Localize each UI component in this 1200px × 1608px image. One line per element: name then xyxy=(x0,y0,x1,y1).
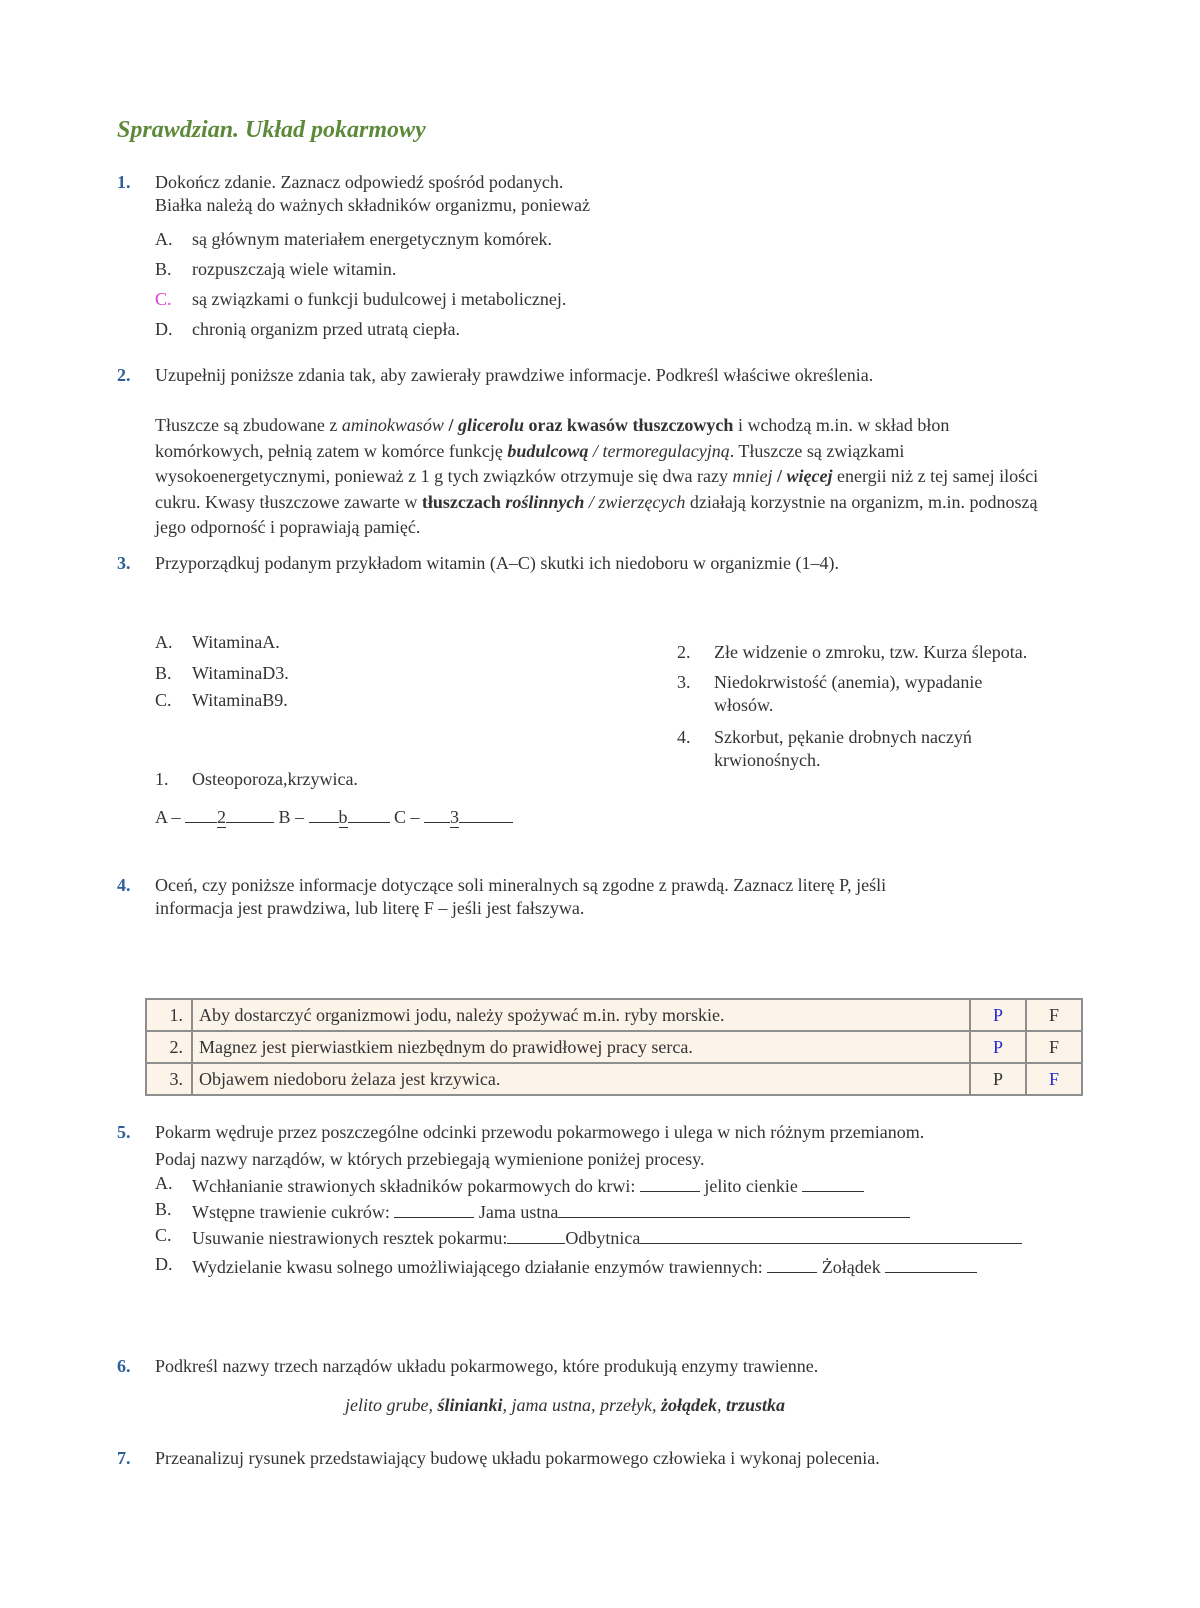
option-f[interactable]: F xyxy=(1026,1031,1082,1063)
q1-option-d-text: chronią organizm przed utratą ciepła. xyxy=(192,319,461,339)
table-row xyxy=(146,1031,1082,1063)
q5-item-d: Wydzielanie kwasu solnego umożliwiającego działanie enzymów trawiennych: Żołądek xyxy=(192,1254,977,1278)
q3-left-b-letter: B. xyxy=(155,663,172,683)
q5-line2: Podaj nazwy narządów, w których przebiegają wymienione poniżej procesy. xyxy=(155,1149,705,1169)
q3-item1-num: 1. xyxy=(155,769,169,789)
q5-item-c: Usuwanie niestrawionych resztek pokarmu: Odbytnica xyxy=(192,1225,1022,1249)
word-jelito-grube[interactable]: jelito grube xyxy=(345,1395,429,1415)
q4-line1: Oceń, czy poniższe informacje dotyczące soli mineralnych są zgodne z prawdą. Zaznacz literę P, jeśli xyxy=(155,875,887,895)
q7-number: 7. xyxy=(117,1448,131,1468)
q2-paragraph: Tłuszcze są zbudowane z aminokwasów / glicerolu oraz kwasów tłuszczowych i wchodzą m.in. w skład błon komórkowych, pełnią zatem w komórce funkcję budulcową / termoregulacyjną. Tłuszcze są związkami wysokoenergetycznymi, ponieważ z 1 g tych związków otrzymuje się dwa razy mniej / więcej energii niż z tej samej ilości cukru. Kwasy tłuszczowe zawarte w tłuszczach roślinnych / zwierzęcych działają korzystnie na organizm, m.in. podnoszą jego odporność i poprawiają pamięć. xyxy=(155,415,1039,537)
q5-item-a-letter: A. xyxy=(155,1173,173,1193)
q3-answer-a[interactable]: 2 xyxy=(217,807,227,827)
q5-item-d-letter: D. xyxy=(155,1254,173,1274)
row-statement: Objawem niedoboru żelaza jest krzywica. xyxy=(192,1063,970,1095)
q5-answer-c[interactable]: Odbytnica xyxy=(565,1228,641,1248)
q3-right-3-line1: Niedokrwistość (anemia), wypadanie xyxy=(714,672,983,692)
q1-option-a-text: są głównym materiałem energetycznym komórek. xyxy=(192,229,553,249)
row-number: 1. xyxy=(146,999,192,1031)
q5-line1: Pokarm wędruje przez poszczególne odcinki przewodu pokarmowego i ulega w nich różnym przemianom. xyxy=(155,1122,925,1142)
option-p[interactable]: P xyxy=(970,1063,1026,1095)
q4-line2: informacja jest prawdziwa, lub literę F – jeśli jest fałszywa. xyxy=(155,898,585,918)
q6-instruction: Podkreśl nazwy trzech narządów układu pokarmowego, które produkują enzymy trawienne. xyxy=(155,1356,819,1376)
row-number: 3. xyxy=(146,1063,192,1095)
q5-item-a: Wchłanianie strawionych składników pokarmowych do krwi: jelito cienkie xyxy=(192,1173,864,1197)
q5-number: 5. xyxy=(117,1122,131,1142)
page-title: Sprawdzian. Układ pokarmowy xyxy=(117,117,426,143)
word-trzustka[interactable]: trzustka xyxy=(726,1395,786,1415)
q6-number: 6. xyxy=(117,1356,131,1376)
q1-option-b-letter: B. xyxy=(155,259,172,279)
option-p[interactable]: P xyxy=(970,999,1026,1031)
q1-number: 1. xyxy=(117,172,131,192)
q3-instruction: Przyporządkuj podanym przykładom witamin (A–C) skutki ich niedoboru w organizmie (1–4). xyxy=(155,553,840,573)
q3-right-4-line1: Szkorbut, pękanie drobnych naczyń xyxy=(714,727,972,747)
q2-number: 2. xyxy=(117,365,131,385)
q3-right-2-text: Złe widzenie o zmroku, tzw. Kurza ślepota. xyxy=(714,642,1028,662)
q3-left-a-letter: A. xyxy=(155,632,173,652)
word-slinianki[interactable]: ślinianki xyxy=(437,1395,503,1415)
word-zoladek[interactable]: żołądek xyxy=(661,1395,718,1415)
option-f[interactable]: F xyxy=(1026,999,1082,1031)
option-f[interactable]: F xyxy=(1026,1063,1082,1095)
q7-instruction: Przeanalizuj rysunek przedstawiający budowę układu pokarmowego człowieka i wykonaj polecenia. xyxy=(155,1448,880,1468)
q1-option-a-letter: A. xyxy=(155,229,173,249)
q6-word-list: jelito grube, ślinianki, jama ustna, przełyk, żołądek, trzustka xyxy=(345,1395,786,1415)
q5-answer-b[interactable]: Jama ustna xyxy=(478,1202,559,1222)
q1-option-c-letter: C. xyxy=(155,289,172,309)
q3-right-3-num: 3. xyxy=(677,672,691,692)
q3-answer-line: A – 2 B – b C – 3 xyxy=(155,804,513,828)
q5-answer-a[interactable]: jelito cienkie xyxy=(704,1176,798,1196)
q2-instruction: Uzupełnij poniższe zdania tak, aby zawierały prawdziwe informacje. Podkreśl właściwe określenia. xyxy=(155,365,874,385)
q5-item-c-letter: C. xyxy=(155,1225,172,1245)
q3-right-4-num: 4. xyxy=(677,727,691,747)
q4-number: 4. xyxy=(117,875,131,895)
q3-right-2-num: 2. xyxy=(677,642,691,662)
q3-left-c-text: WitaminaB9. xyxy=(192,690,288,710)
q1-line2: Białka należą do ważnych składników organizmu, ponieważ xyxy=(155,195,591,215)
q3-number: 3. xyxy=(117,553,131,573)
option-p[interactable]: P xyxy=(970,1031,1026,1063)
q3-right-3-line2: włosów. xyxy=(714,695,774,715)
q5-item-b: Wstępne trawienie cukrów: Jama ustna xyxy=(192,1199,910,1223)
q1-option-d-letter: D. xyxy=(155,319,173,339)
q3-left-c-letter: C. xyxy=(155,690,172,710)
table-row xyxy=(146,1063,1082,1095)
q1-line1: Dokończ zdanie. Zaznacz odpowiedź spośród podanych. xyxy=(155,172,564,192)
q3-answer-c[interactable]: 3 xyxy=(450,807,460,827)
q1-option-c-text: są związkami o funkcji budulcowej i metabolicznej. xyxy=(192,289,567,309)
q3-answer-b[interactable]: b xyxy=(338,807,348,827)
q5-item-b-letter: B. xyxy=(155,1199,172,1219)
q1-option-b-text: rozpuszczają wiele witamin. xyxy=(192,259,397,279)
q3-left-b-text: WitaminaD3. xyxy=(192,663,289,683)
q3-item1-text: Osteoporoza,krzywica. xyxy=(192,769,358,789)
true-false-table xyxy=(145,998,1083,1096)
q3-left-a-text: WitaminaA. xyxy=(192,632,280,652)
table-row xyxy=(146,999,1082,1031)
q5-answer-d[interactable]: Żołądek xyxy=(821,1257,881,1277)
row-statement: Aby dostarczyć organizmowi jodu, należy spożywać m.in. ryby morskie. xyxy=(192,999,970,1031)
q3-right-4-line2: krwionośnych. xyxy=(714,750,821,770)
row-statement: Magnez jest pierwiastkiem niezbędnym do prawidłowej pracy serca. xyxy=(192,1031,970,1063)
row-number: 2. xyxy=(146,1031,192,1063)
